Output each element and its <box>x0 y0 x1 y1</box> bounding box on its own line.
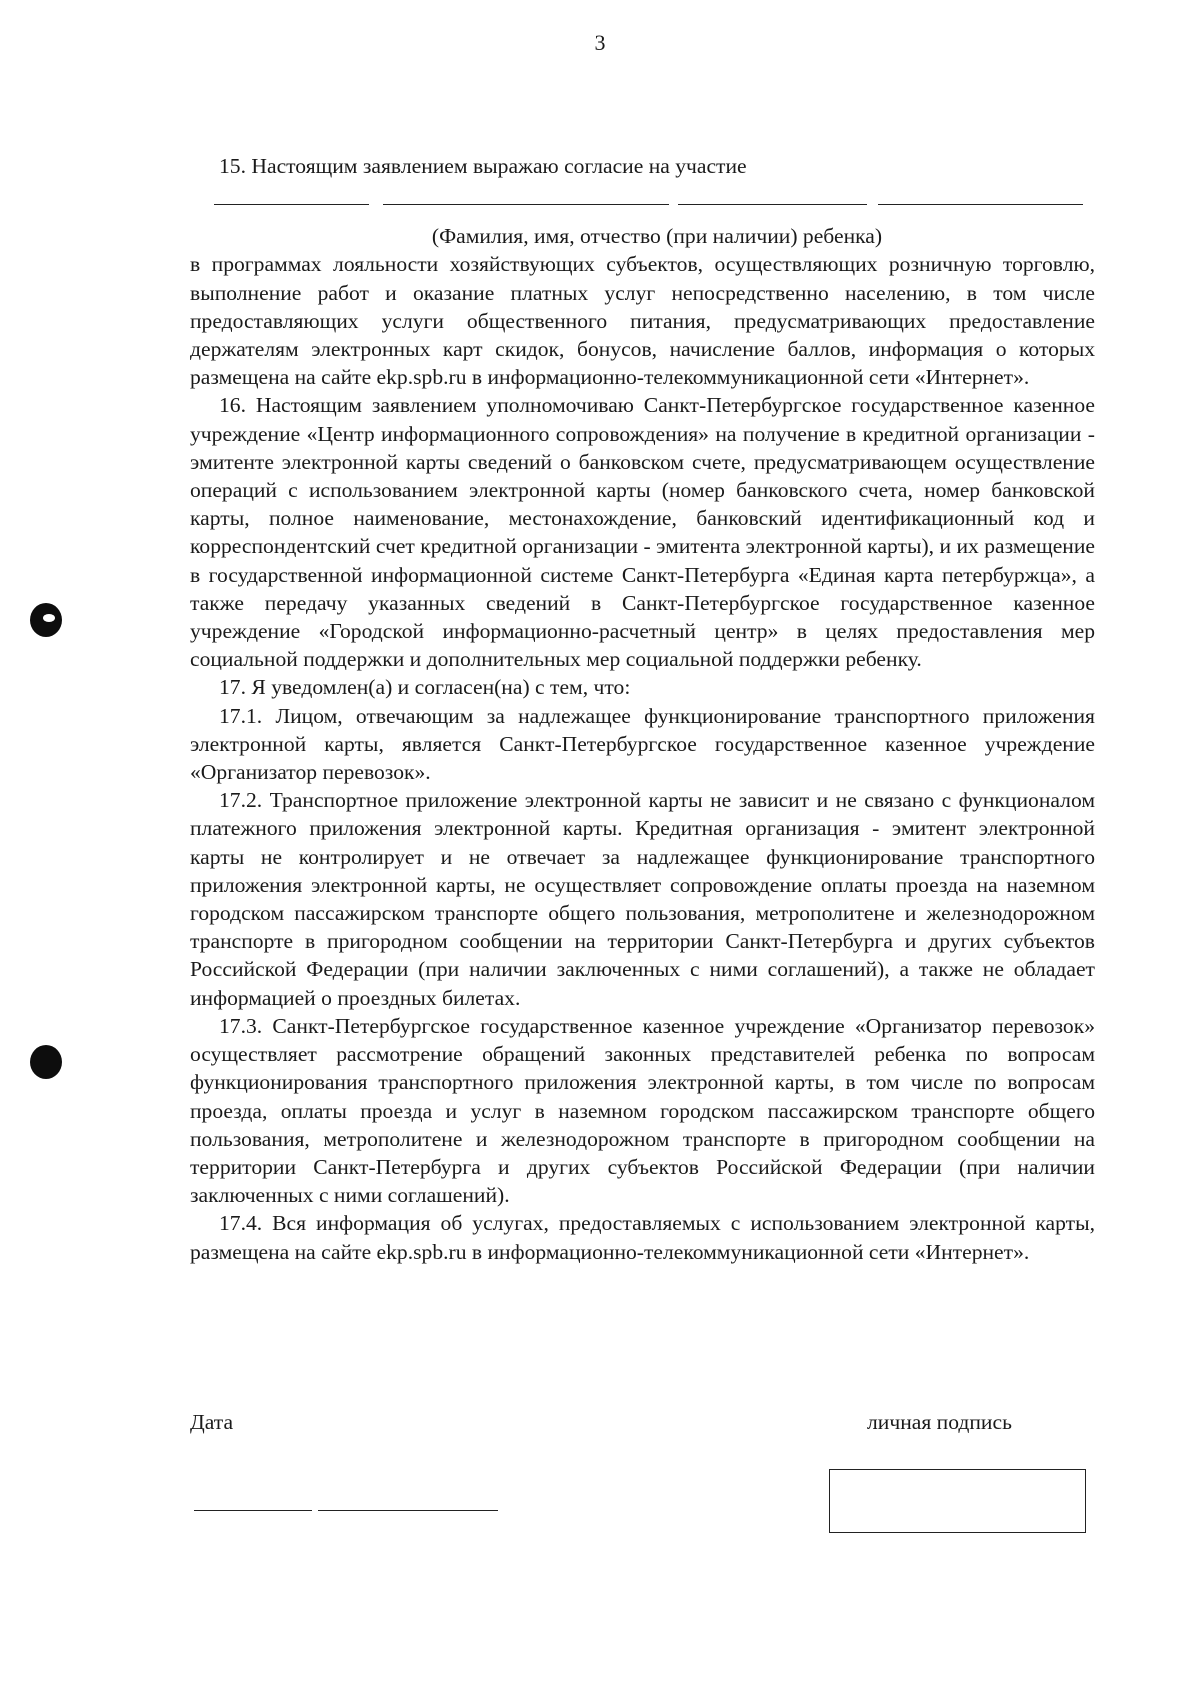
child-name-caption: (Фамилия, имя, отчество (при наличии) ребенка) <box>431 224 883 249</box>
child-name-entry-line[interactable] <box>190 180 1095 222</box>
paragraph-17-2: 17.2. Транспортное приложение электронной карты не зависит и не связано с функционалом платежного приложения электронной карты. Кредитная организация - эмитент электронной карты не контролирует и не отвечает за надлежащее функционирование транспортного приложения электронной карты, не осуществляет сопровождение оплаты проезда на наземном городском пассажирском транспорте общего пользования, метрополитене и железнодорожном транспорте в пригородном сообщении на территории Санкт-Петербурга и других субъектов Российской Федерации (при наличии заключенных с ними соглашений), а также не обладает информацией о проездных билетах. <box>190 788 1095 1010</box>
paragraph-17-1: 17.1. Лицом, отвечающим за надлежащее функционирование транспортного приложения электронной карты, является Санкт-Петербургское государственное казенное учреждение «Организатор перевозок». <box>190 703 1095 785</box>
date-entry-line[interactable] <box>194 1510 312 1511</box>
entry-line-segment <box>214 204 369 205</box>
paragraph-17-4: 17.4. Вся информация об услугах, предоставляемых с использованием электронной карты, размещена на сайте ekp.spb.ru в информационно-телекоммуникационной сети «Интернет». <box>190 1211 1095 1264</box>
page-number: 3 <box>594 30 606 55</box>
entry-line-segment <box>678 204 867 205</box>
binder-hole-mark <box>30 603 62 637</box>
document-body <box>190 152 1095 1266</box>
signature-box[interactable] <box>829 1469 1086 1533</box>
paragraph-15-body: в программах лояльности хозяйствующих субъектов, осуществляющих розничную торговлю, выполнение работ и оказание платных услуг непосредственно населению, в том числе предоставляющих услуги общественного питания, предусматривающих предоставление держателям электронных карт скидок, бонусов, начисление баллов, информация о которых размещена на сайте ekp.spb.ru в информационно-телекоммуникационной сети «Интернет». <box>190 252 1095 390</box>
paragraph-16: 16. Настоящим заявлением уполномочиваю Санкт-Петербургское государственное казенное учреждение «Центр информационного сопровождения» на получение в кредитной организации - эмитенте электронной карты сведений о банковском счете, предусматривающем осуществление операций с использованием электронной карты (номер банковского счета, номер банковской карты, полное наименование, местонахождение, банковский идентификационный код и корреспондентский счет кредитной организации - эмитента электронной карты), и их размещение в государственной информационной системе Санкт-Петербурга «Единая карта петербуржца», а также передачу указанных сведений в Санкт-Петербургское государственное казенное учреждение «Городской информационно-расчетный центр» в целях предоставления мер социальной поддержки и дополнительных мер социальной поддержки ребенку. <box>190 393 1095 672</box>
paragraph-17-3: 17.3. Санкт-Петербургское государственное казенное учреждение «Организатор перевозок» осуществляет рассмотрение обращений законных представителей ребенка по вопросам функционирования транспортного приложения электронной карты, в том числе по вопросам проезда, оплаты проезда и услуг в наземном городском пассажирском транспорте общего пользования, метрополитене и железнодорожном транспорте в пригородном сообщении на территории Санкт-Петербурга и других субъектов Российской Федерации (при наличии заключенных с ними соглашений). <box>190 1013 1095 1208</box>
entry-line-segment <box>878 204 1083 205</box>
binder-hole-mark <box>30 1045 62 1079</box>
signature-label: личная подпись <box>867 1410 1012 1434</box>
paragraph-15-intro: 15. Настоящим заявлением выражаю согласие на участие <box>219 154 747 178</box>
entry-line-segment <box>383 204 669 205</box>
date-entry-line[interactable] <box>318 1510 498 1511</box>
paragraph-17: 17. Я уведомлен(а) и согласен(на) с тем, что: <box>219 675 631 700</box>
date-label: Дата <box>190 1410 234 1434</box>
